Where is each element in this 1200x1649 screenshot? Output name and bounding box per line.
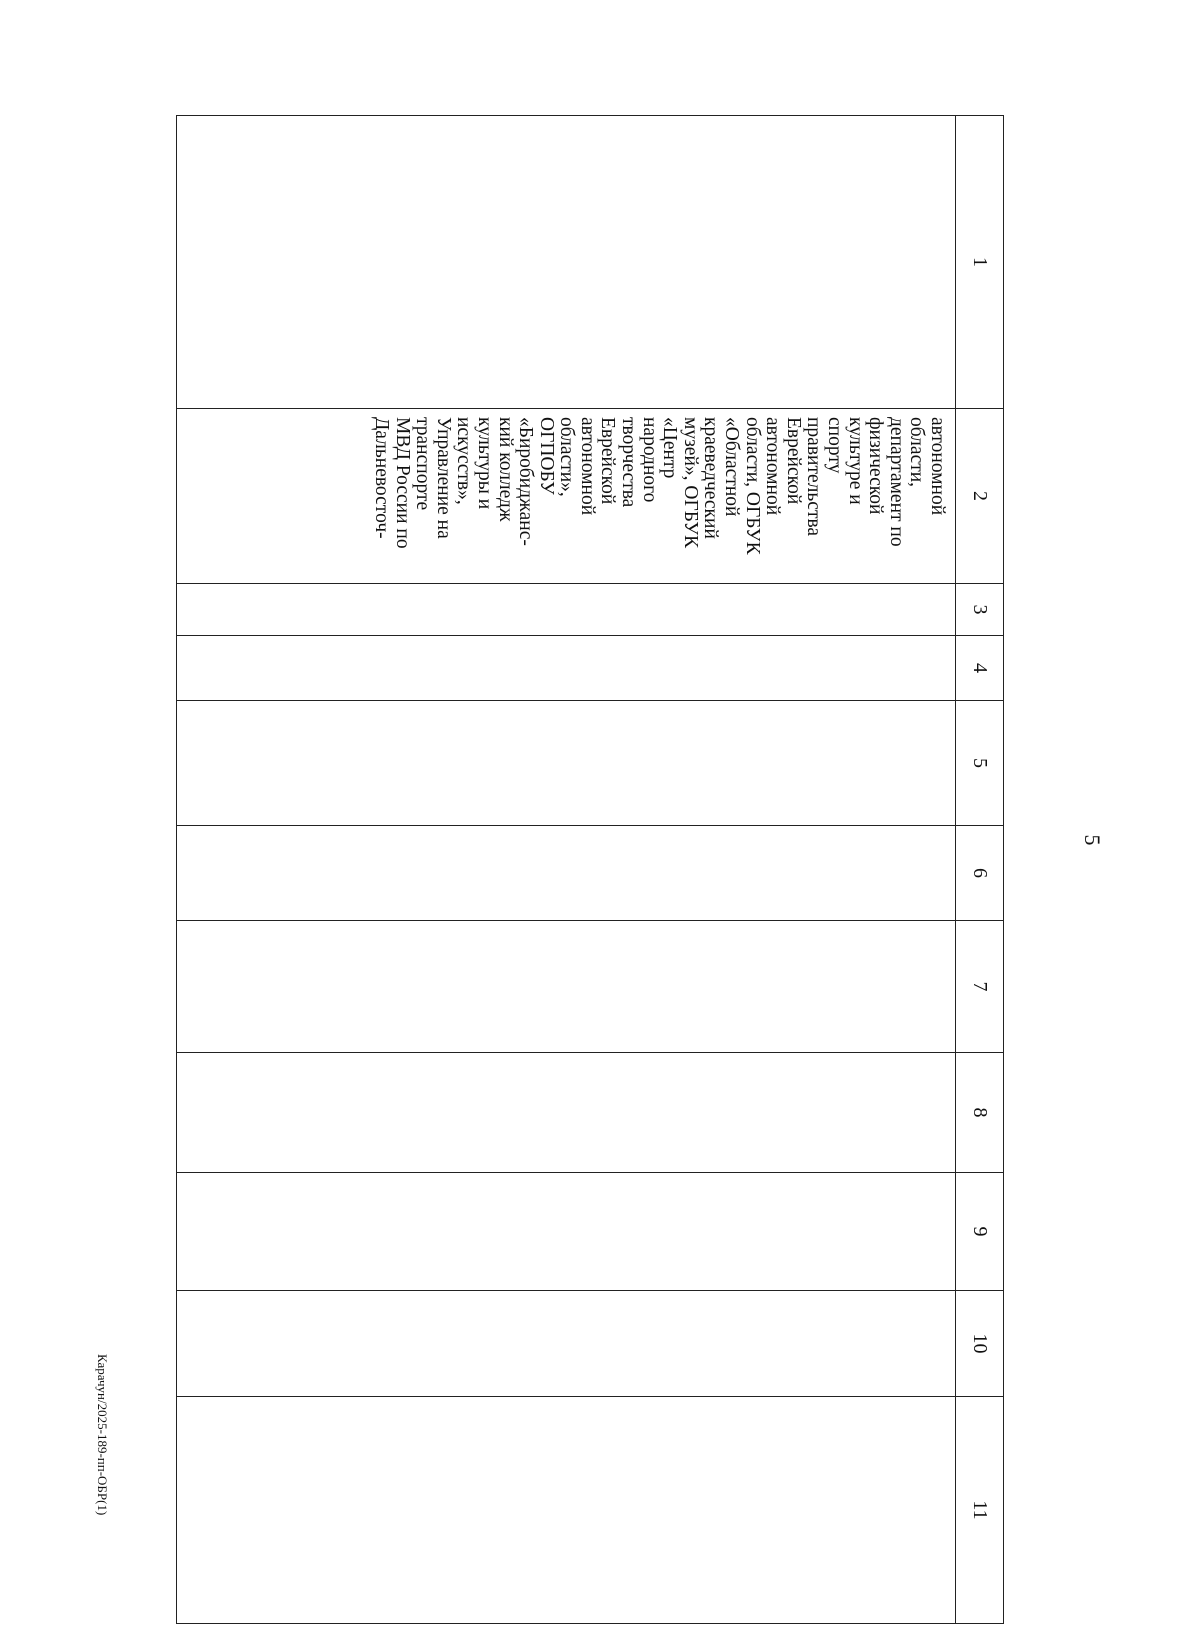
column-header: 9 [956,1173,1004,1291]
page-number: 5 [1080,834,1105,846]
text-line: автономной [762,417,784,516]
text-line: правительства [803,417,825,537]
text-line: кий колледж [494,417,516,522]
document-reference-text: Карачун/2025-189-пп-ОБР(1) [95,1354,110,1516]
column-header: 7 [956,921,1004,1053]
data-table [176,115,1004,1624]
column-header: 11 [956,1397,1004,1624]
header-row [956,116,1004,1624]
text-line: Дальневосточ- [370,417,392,539]
table-cell [177,921,956,1053]
text-line: искусств», [453,417,475,505]
text-line: «Биробиджанс- [515,417,537,546]
text-line: «Областной [721,417,743,517]
table-row [177,116,956,1624]
table-cell [177,826,956,921]
table-cell [177,1053,956,1173]
text-line: «Центр [659,417,681,479]
text-line: департамент по [885,417,907,547]
text-line: автономной [927,417,948,516]
table-cell [177,1173,956,1291]
column-header: 8 [956,1053,1004,1173]
text-line: Управление на [432,417,454,539]
text-line: ОГПОБУ [535,417,557,495]
text-line: культуры и [473,417,495,510]
text-line: МВД России по [391,417,413,549]
column-header: 6 [956,826,1004,921]
table-cell [177,1397,956,1624]
text-line: спорту [824,417,846,474]
text-line: музей», ОГБУК [679,417,701,549]
table-cell [177,701,956,826]
table-cell [177,636,956,701]
text-line: творчества [618,417,640,508]
text-line: области, ОГБУК [741,417,763,555]
text-line: краеведческий [700,417,722,539]
column-header: 2 [956,409,1004,584]
column-header: 1 [956,116,1004,409]
text-line: народного [638,417,660,503]
text-line: области, [906,417,928,488]
column-header: 5 [956,701,1004,826]
column-header: 4 [956,636,1004,701]
table-cell-executors [177,409,956,584]
table-cell [177,1291,956,1397]
executors-text [370,409,955,583]
text-line: транспорте [412,417,434,511]
table-container [177,115,1004,1623]
text-line: физической [865,417,887,515]
text-line: Еврейской [597,417,619,505]
table-cell [177,584,956,636]
text-line: автономной [576,417,598,516]
text-line: культуре и [844,417,866,505]
text-line: области», [556,417,578,497]
column-header: 10 [956,1291,1004,1397]
text-line: Еврейской [782,417,804,505]
column-header: 3 [956,584,1004,636]
table-cell [177,116,956,409]
